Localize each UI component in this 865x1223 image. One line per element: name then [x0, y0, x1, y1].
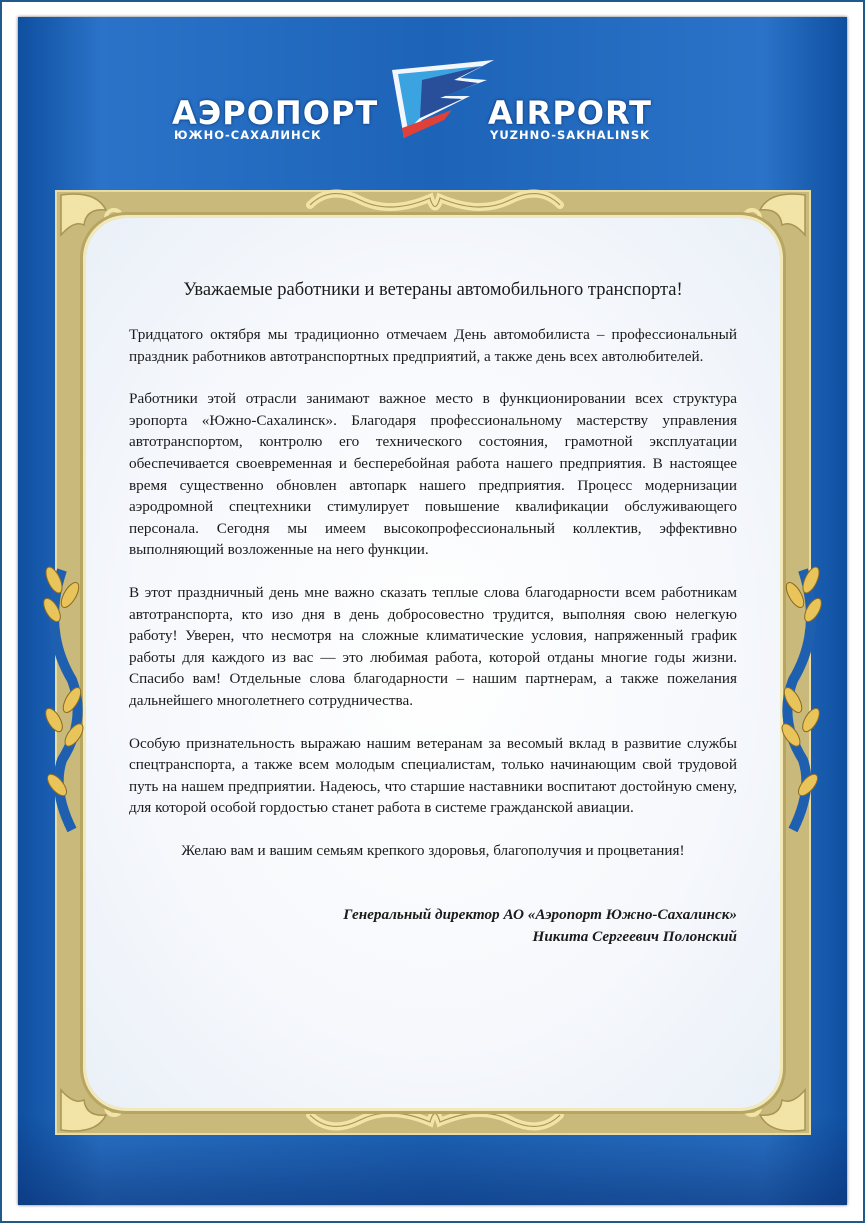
signature-name: Никита Сергеевич Полонский	[532, 928, 737, 946]
logo-text-ru: АЭРОПОРТ	[172, 94, 379, 132]
logo-subtext-ru: ЮЖНО-САХАЛИНСК	[174, 128, 322, 142]
letter-paragraph: Особую признательность выражаю нашим ветеранам за весомый вклад в развитие службы спецтранспорта, а также всем молодым специалистам, только начинающим свой трудовой путь на нашем предприятии. Надеюсь, что старшие наставники воспитают достойную смену, для которой особой гордостью станет работа в системе гражданской авиации.	[129, 734, 737, 817]
letter-wish: Желаю вам и вашим семьям крепкого здоровья, благополучия и процветания!	[181, 841, 685, 859]
letter-body	[129, 280, 737, 948]
laurel-branch-icon	[773, 550, 833, 840]
signature-position: Генеральный директор АО «Аэропорт Южно-Сахалинск»	[343, 906, 737, 924]
letter-paragraph: Работники этой отрасли занимают важное место в функционировании всех структура эропорта «Южно-Сахалинск». Благодаря профессиональному мастерству управления автотранспортом, контролю его технического состояния, грамотной эксплуатации обеспечивается своевременная и бесперебойная работа нашего предприятия. В настоящее время существенно обновлен автопарк нашего предприятия. Процесс модернизации аэродромной спецтехники стимулирует повышение квалификации обслуживающего персонала. Сегодня мы имеем высокопрофессиональный коллектив, эффективно выполняющий возложенные на него функции.	[129, 390, 737, 559]
laurel-branch-icon	[32, 550, 92, 840]
wing-emblem-icon	[382, 58, 502, 143]
logo-subtext-en: YUZHNO-SAKHALINSK	[490, 128, 651, 142]
airport-logo	[160, 58, 710, 148]
logo-text-en: AIRPORT	[488, 94, 652, 132]
top-scroll-ornament	[300, 180, 570, 220]
letter-title: Уважаемые работники и ветераны автомобильного транспорта!	[183, 280, 683, 300]
letter-paragraph: В этот праздничный день мне важно сказать теплые слова благодарности всем работникам автотранспорта, кто изо дня в день добросовестно трудится, выполняя свою нелегкую работу! Уверен, что несмотря на сложные климатические условия, напряженный график работы для каждого из вас — это любимая работа, которой отданы многие годы жизни. Спасибо вам! Отдельные слова благодарности – нашим партнерам, а также пожелания дальнейшего многолетнего сотрудничества.	[129, 583, 737, 709]
letter-paragraph: Тридцатого октября мы традиционно отмечаем День автомобилиста – профессиональный праздник работников автотранспортных предприятий, а также день всех автолюбителей.	[129, 326, 737, 365]
